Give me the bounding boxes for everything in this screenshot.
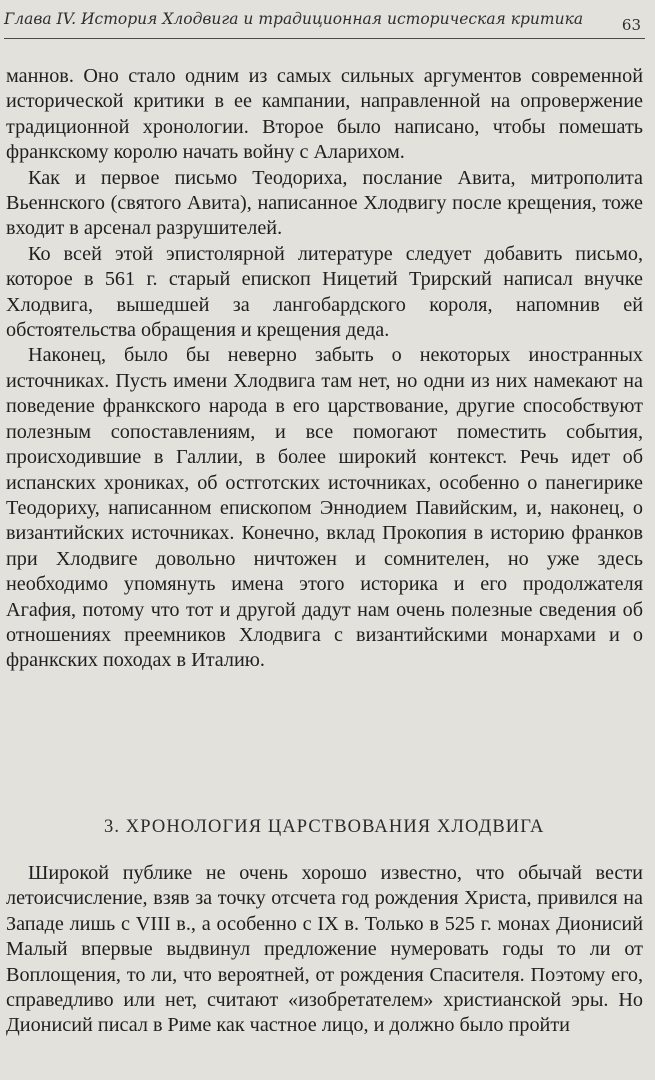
header-rule (4, 38, 645, 39)
paragraph: Ко всей этой эпистолярной литературе следует добавить письмо, которое в 561 г. старый епископ Ницетий Трирский написал внучке Хлодвига, вышедшей за лангобардского короля, напомнив ей обстоятельства обращения и крещения деда. (6, 242, 643, 342)
paragraph: Как и первое письмо Теодориха, послание Авита, митрополита Вьеннского (святого Авита), написанное Хлодвигу после крещения, тоже входит в арсенал разрушителей. (6, 166, 643, 240)
paragraph: Наконец, было бы неверно забыть о некоторых иностранных источниках. Пусть имени Хлодвига там нет, но одни из них намекают на поведение франкского народа в его царствование, другие способствуют полезным сопоставлениям, и все помогают поместить события, происходившие в Галлии, в более широкий контекст. Речь идет об испанских хрониках, об остготских источниках, особенно о панегирике Теодориху, написанном епископом Эннодием Павийским, и, наконец, о византийских источниках. Конечно, вклад Прокопия в историю франков при Хлодвиге довольно ничтожен и сомнителен, но уже здесь необходимо упомянуть имена этого историка и его продолжателя Агафия, потому что тот и другой дадут нам очень полезные сведения об отношениях преемников Хлодвига с византийскими монархами и о франкских походах в Италию. (6, 344, 643, 672)
page-number: 63 (621, 16, 641, 34)
section-heading: 3. ХРОНОЛОГИЯ ЦАРСТВОВАНИЯ ХЛОДВИГА (104, 817, 545, 837)
section-body-text (6, 861, 643, 1039)
body-text (6, 64, 643, 674)
paragraph: Широкой публике не очень хорошо известно, что обычай вести летоисчисление, взяв за точку отсчета год рождения Христа, привился на Западе лишь с VIII в., а особенно с IX в. Только в 525 г. монах Дионисий Малый впервые выдвинул предложение нумеровать годы то ли от Воплощения, то ли, что вероятней, от рождения Спасителя. Поэтому его, справедливо или нет, считают «изобретателем» христианской эры. Но Дионисий писал в Риме как частное лицо, и должно было пройти (6, 862, 643, 1037)
running-head: Глава IV. История Хлодвига и традиционная историческая критика (4, 10, 584, 28)
paragraph: маннов. Оно стало одним из самых сильных аргументов современной исторической критики в ее кампании, направленной на опровержение традиционной хронологии. Второе было написано, чтобы помешать франкскому королю начать войну с Аларихом. (6, 65, 643, 164)
page-header (0, 0, 655, 40)
